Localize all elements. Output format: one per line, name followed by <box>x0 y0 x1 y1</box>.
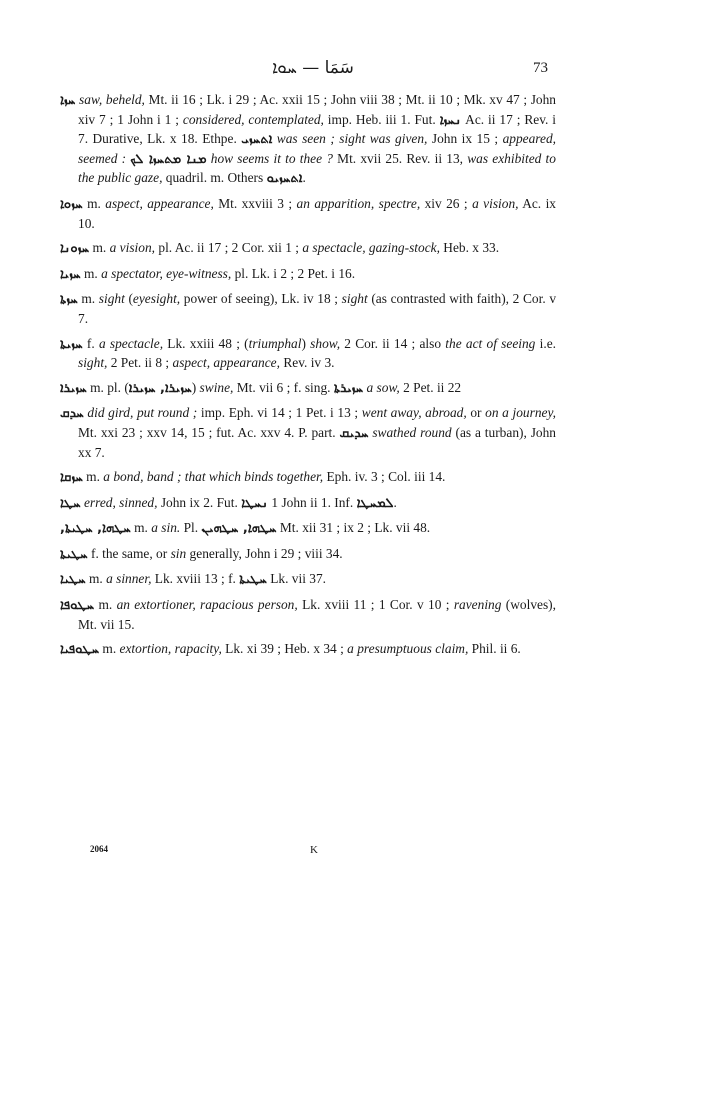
entry-text: Ac. ii 17 ; Rev. i 7. Durative, Lk. x 18. Ethpe. <box>78 111 556 147</box>
headword: ܚܛܘܦܐ <box>60 598 95 614</box>
headword: ܚܙܐ <box>60 93 76 108</box>
syriac-form: ܐܬܚܙܝ <box>241 132 273 148</box>
gloss: a spectator, eye-witness, <box>101 265 232 281</box>
gloss: did gird, put round ; <box>87 405 198 421</box>
gloss: aspect, appearance, <box>172 355 280 371</box>
entry-text: imp. Heb. iii 1. Fut. <box>323 111 440 127</box>
entry-text: (as contrasted with faith), 2 Cor. v 7. <box>78 291 557 326</box>
entry-text: quadril. m. Others <box>162 170 267 186</box>
gloss: how seems it to thee ? <box>210 150 333 166</box>
entry-text: ( <box>124 291 133 307</box>
gloss: went away, abroad, <box>361 405 467 421</box>
gloss: a sin. <box>151 520 181 536</box>
headword: ܚܙܝܐ <box>60 266 81 282</box>
syriac-form: ܢܚܙܐ <box>439 112 462 128</box>
entry-text: Mt. xii 31 ; ix 2 ; Lk. vii 48. <box>276 520 431 536</box>
dictionary-entry <box>60 195 556 233</box>
entry-text: i.e. <box>535 335 556 351</box>
entry-text: . <box>393 494 397 510</box>
syriac-form: ܚܛܝܬܐ <box>239 572 267 588</box>
entry-text: m. <box>80 265 102 281</box>
headword: ܚܙܝܬܐ <box>60 336 83 352</box>
entry-text: Mt. ii 16 ; Lk. i 29 ; Ac. xxii 15 ; John viii 38 ; Mt. ii 10 ; Mk. xv 47 ; John xiv 7 ; 1 John i 1 ; <box>78 92 556 127</box>
gloss: eyesight, <box>132 291 181 307</box>
gloss: a vision, <box>472 195 519 211</box>
gloss: on a journey, <box>485 405 557 421</box>
headword: ܚܙܘܢܐ <box>60 241 90 257</box>
entry-text: ) <box>301 335 311 351</box>
gloss: sight <box>341 291 368 307</box>
syriac-form: ܚܙܝܪܬܐ <box>333 380 364 396</box>
running-header <box>78 58 548 84</box>
entry-text: pl. Ac. ii 17 ; 2 Cor. xii 1 ; <box>155 240 303 256</box>
entry-text: Mt. xvii 25. Rev. ii 13, <box>332 150 468 166</box>
gloss: sight, <box>78 355 108 371</box>
entry-text: m. <box>82 195 106 211</box>
entry-text: John ix 15 ; <box>427 131 503 147</box>
dictionary-entry <box>60 545 556 565</box>
headword: ܚܙܩܐ <box>60 470 83 486</box>
gloss: swine, <box>199 379 234 395</box>
gloss: saw, beheld, <box>79 92 145 107</box>
gloss: an extortioner, rapacious person, <box>116 597 298 613</box>
gathering-mark: K <box>310 844 318 856</box>
syriac-form: ܢܚܛܐ <box>241 495 269 511</box>
dictionary-entry <box>60 596 556 634</box>
headword: ܚܛܗܐ, ܚܛܝܬܐ, <box>60 521 131 537</box>
entry-text: Eph. iv. 3 ; Col. iii 14. <box>323 469 446 485</box>
dictionary-entry <box>60 239 556 259</box>
entry-text: (wolves), Mt. vii 15. <box>78 597 556 632</box>
gloss: appeared, seemed : <box>78 131 556 166</box>
entry-text: Lk. xviii 11 ; 1 Cor. v 10 ; <box>297 597 454 613</box>
gloss: sight <box>98 291 125 307</box>
gloss: extortion, rapacity, <box>119 641 222 657</box>
gloss: was seen ; sight was given, <box>276 131 428 147</box>
dictionary-entry <box>60 640 556 660</box>
syriac-form: ܠܡܚܛܐ <box>356 495 394 511</box>
syriac-form: ܡܢܐ ܡܬܚܙܐ ܠܟ <box>130 151 207 167</box>
header-title: سَمَا — ܚܘܐ <box>272 58 354 78</box>
entry-text: m. <box>130 520 152 536</box>
entry-text: Pl. <box>180 520 202 536</box>
dictionary-entry <box>60 404 556 462</box>
gloss: was exhibited to the public gaze, <box>78 150 556 186</box>
dictionary-entry <box>60 494 556 514</box>
entry-text: Heb. x 33. <box>439 240 500 256</box>
entry-text: imp. Eph. vi 14 ; 1 Pet. i 13 ; <box>197 405 362 421</box>
gloss: triumphal <box>248 335 302 351</box>
entry-text: . <box>302 170 306 186</box>
dictionary-entry <box>60 91 556 189</box>
syriac-form: ܚܙܝܪܐ, ܚܙܝܪܐ <box>128 380 192 396</box>
entry-text: m. <box>85 571 107 587</box>
gloss: sin <box>170 545 187 561</box>
dictionary-entry <box>60 468 556 488</box>
gloss: show, <box>310 335 341 351</box>
entry-text: Lk. vii 37. <box>266 571 327 587</box>
entry-text: Rev. iv 3. <box>279 355 335 371</box>
gloss: aspect, appearance, <box>105 195 214 211</box>
entry-text: m. <box>82 469 104 485</box>
entry-text: m. pl. ( <box>86 379 129 395</box>
entry-text: 2 Cor. ii 14 ; also <box>340 335 446 351</box>
headword: ܚܙܝܪܐ <box>60 380 87 396</box>
entry-text: f. <box>82 335 99 351</box>
entry-text: John ix 2. Fut. <box>157 494 242 510</box>
entry-text: f. the same, or <box>87 545 171 561</box>
gloss: a sow, <box>366 379 400 395</box>
entry-text: Phil. ii 6. <box>468 641 521 657</box>
gloss: a bond, band ; that which binds together, <box>103 469 324 485</box>
headword: ܚܙܬܐ <box>60 292 78 308</box>
entry-text: ) <box>191 379 200 395</box>
entry-text: Mt. xxviii 3 ; <box>213 195 297 211</box>
dictionary-entry <box>60 519 556 539</box>
printer-signature: 2064 <box>90 844 108 854</box>
syriac-form: ܚܛܗܐ, ܚܛܗܝܢ <box>201 521 277 537</box>
page-footer <box>90 844 490 860</box>
entry-text: m. <box>94 597 117 613</box>
entry-text: m. <box>89 240 110 256</box>
page-number: 73 <box>533 60 548 76</box>
headword: ܚܛܘܦܝܐ <box>60 642 100 658</box>
syriac-form: ܐܬܚܙܝܘ <box>266 171 303 187</box>
entry-text: Lk. xi 39 ; Heb. x 34 ; <box>221 641 348 657</box>
entry-text: power of seeing), Lk. iv 18 ; <box>180 291 342 307</box>
entry-text: xiv 26 ; <box>420 195 473 211</box>
gloss: the act of seeing <box>445 335 536 351</box>
syriac-form: ܚܕܝܩ <box>339 425 369 441</box>
gloss: a vision, <box>109 240 156 256</box>
gloss: ravening <box>453 597 502 613</box>
entry-text: Mt. xxi 23 ; xxv 14, 15 ; fut. Ac. xxv 4. P. part. <box>78 424 340 440</box>
dictionary-entry <box>60 265 556 285</box>
entry-text: (as a turban), John xx 7. <box>78 424 556 460</box>
dictionary-entry <box>60 290 556 328</box>
dictionary-entry <box>60 335 556 373</box>
entry-text: pl. Lk. i 2 ; 2 Pet. i 16. <box>231 265 356 281</box>
entry-text: Mt. vii 6 ; f. sing. <box>233 379 334 395</box>
entry-text: Ac. ix 10. <box>78 195 556 231</box>
gloss: an apparition, spectre, <box>296 195 421 211</box>
entry-text: or <box>466 405 486 421</box>
dictionary-entry <box>60 379 556 399</box>
dictionary-entry <box>60 570 556 590</box>
gloss: swathed round <box>372 424 452 440</box>
gloss: erred, sinned, <box>83 494 158 510</box>
entry-text: m. <box>99 641 120 657</box>
headword: ܚܛܝܬܐ <box>60 546 88 562</box>
headword: ܚܛܐ <box>60 495 81 511</box>
gloss: a presumptuous claim, <box>347 641 469 657</box>
entry-text: m. <box>77 291 99 307</box>
gloss: considered, contemplated, <box>182 111 324 127</box>
entry-text: 1 John ii 1. Inf. <box>268 494 357 510</box>
gloss: a spectacle, gazing-stock, <box>302 240 440 256</box>
entry-text: Lk. xxiii 48 ; ( <box>163 335 249 351</box>
entry-text: Lk. xviii 13 ; f. <box>151 571 240 587</box>
entry-text: 2 Pet. ii 22 <box>399 379 462 395</box>
gloss: a sinner, <box>106 571 152 587</box>
entry-list <box>60 91 556 666</box>
headword: ܚܙܘܐ <box>60 196 83 212</box>
headword: ܚܕܩ <box>60 406 84 422</box>
entry-text: generally, John i 29 ; viii 34. <box>186 545 343 561</box>
gloss: a spectacle, <box>98 335 164 351</box>
entry-text: 2 Pet. ii 8 ; <box>107 355 173 371</box>
headword: ܚܛܝܐ <box>60 572 86 588</box>
